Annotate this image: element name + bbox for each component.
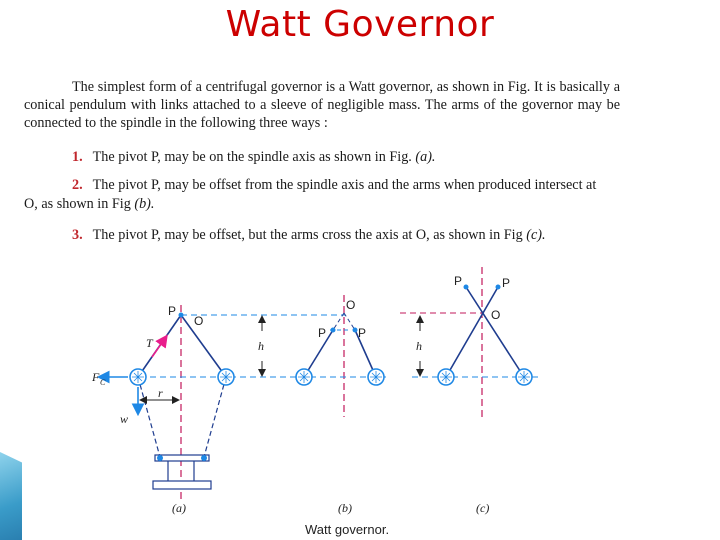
item-figure-ref: (a). <box>415 149 436 165</box>
label-w: w <box>120 412 129 426</box>
arm-left-c <box>446 287 501 377</box>
item-text: The pivot P, may be on the spindle axis as shown in Fig. <box>92 149 412 165</box>
item-text-continued: O, as shown in Fig <box>24 196 131 212</box>
figure-a <box>91 304 345 515</box>
decorative-side-shape <box>0 452 22 540</box>
label-o-c: O <box>491 308 501 322</box>
subfigure-label-b: (b) <box>338 501 352 515</box>
arm-right-a <box>181 315 226 377</box>
base-a <box>153 481 211 489</box>
intro-paragraph: The simplest form of a centrifugal governor is a Watt governor, as shown in Fig. It is basically a conical pendulum with links attached to a sleeve of negligible mass. The arms of the governor may be connected to the spindle in the following three ways : <box>24 79 620 131</box>
label-h-c: h <box>416 339 422 353</box>
list-item-3 <box>72 226 546 244</box>
watt-governor-figure <box>0 255 720 540</box>
item-number: 1. <box>72 149 83 165</box>
item-text: The pivot P, may be offset from the spindle axis and the arms when produced intersect at <box>92 177 597 193</box>
label-h-a: h <box>258 339 264 353</box>
label-o-b: O <box>346 298 356 312</box>
label-t: T <box>146 336 153 350</box>
list-item-1 <box>72 148 435 166</box>
item-number: 2. <box>72 177 83 193</box>
label-p-b-right: P <box>358 326 367 340</box>
label-o-a: O <box>194 314 204 328</box>
label-fc: F <box>92 370 100 384</box>
subfigure-label-a: (a) <box>172 501 186 515</box>
item-number: 3. <box>72 227 83 243</box>
label-fc-sub: C <box>100 378 106 387</box>
sleeve-a <box>155 455 209 461</box>
figure-caption: Watt governor. <box>305 522 390 537</box>
label-p-a: P <box>168 304 177 318</box>
item-figure-ref: (c). <box>526 227 546 243</box>
link-right-a <box>204 377 226 457</box>
arm-right-c <box>466 287 524 377</box>
subfigure-label-c: (c) <box>476 501 490 515</box>
label-p-c-left: P <box>454 274 463 288</box>
tension-t-arrow <box>152 337 166 357</box>
page-title: Watt Governor <box>225 4 495 45</box>
link-left-a <box>138 377 160 457</box>
list-item-2 <box>72 176 596 194</box>
item-text: The pivot P, may be offset, but the arms cross the axis at O, as shown in Fig <box>92 227 523 243</box>
figure-b <box>270 295 390 515</box>
label-p-c-right: P <box>502 276 511 290</box>
list-item-2-continuation <box>24 196 154 213</box>
figure-c <box>400 267 540 515</box>
label-r: r <box>158 386 163 400</box>
pivot-point-a <box>179 313 184 318</box>
item-figure-ref: (b). <box>134 196 155 212</box>
label-p-b-left: P <box>318 326 327 340</box>
